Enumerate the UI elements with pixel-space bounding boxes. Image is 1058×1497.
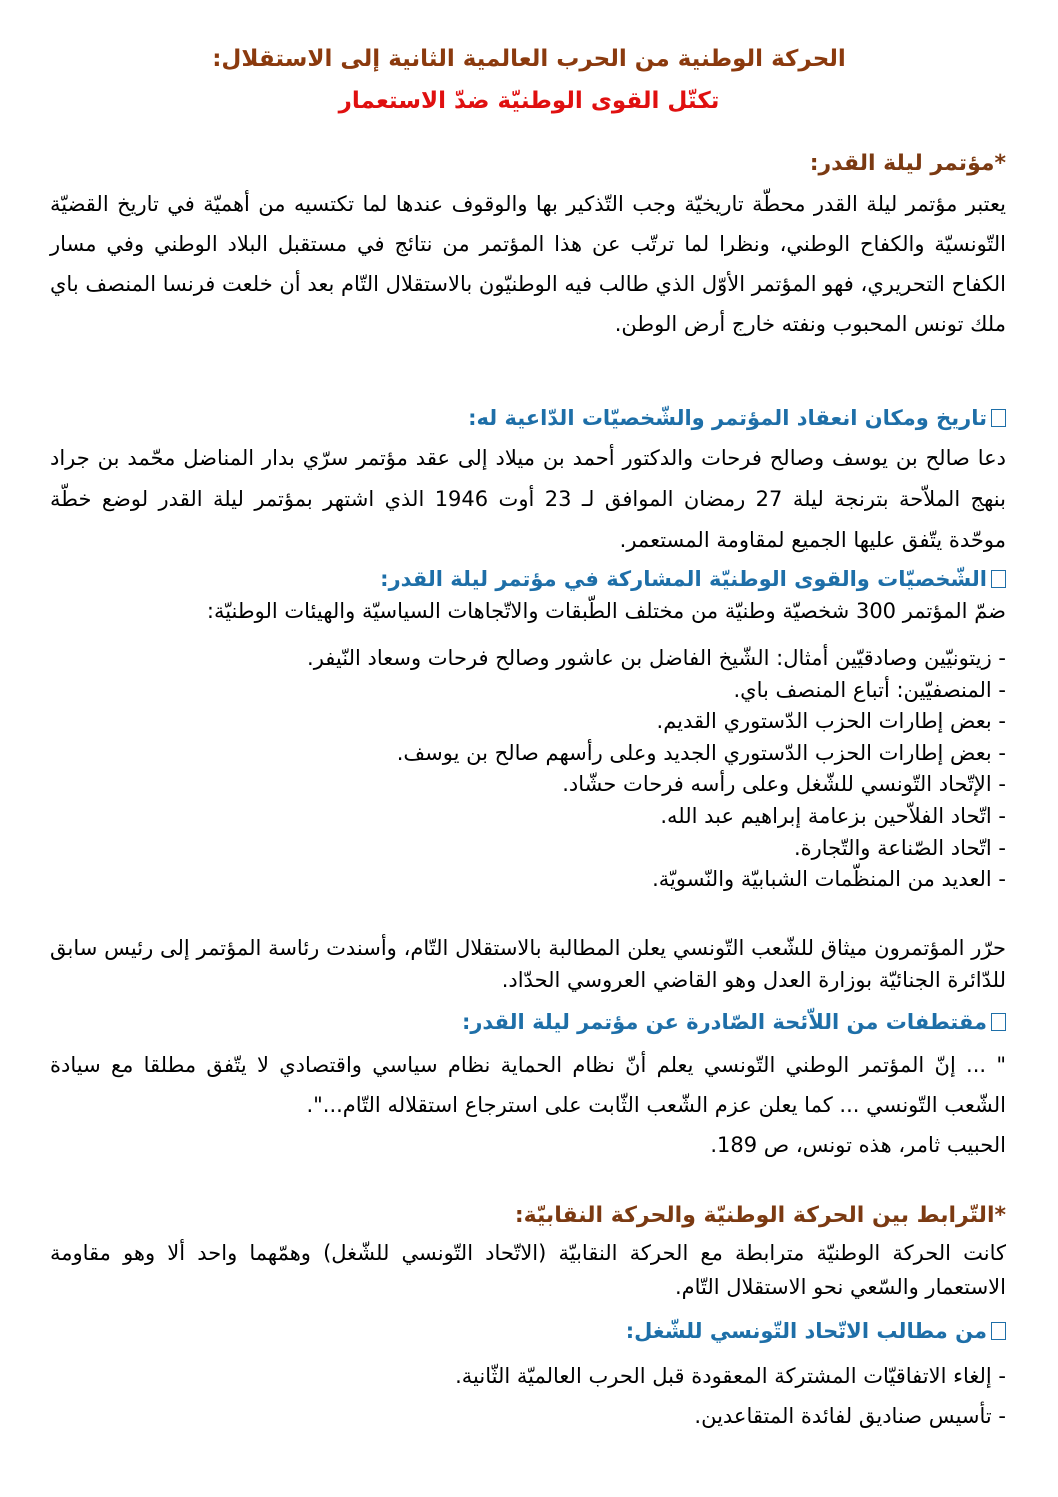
section-resolution-excerpts bbox=[50, 1005, 1006, 1165]
list-item: - تأسيس صناديق لفائدة المتقاعدين. bbox=[694, 1404, 1006, 1428]
section-date-place bbox=[50, 398, 1006, 561]
section-national-union-link bbox=[50, 1196, 1006, 1304]
participants-closing bbox=[50, 932, 1006, 996]
checkbox-icon bbox=[991, 1013, 1006, 1031]
section-heading: تاريخ ومكان انعقاد المؤتمر والشّخصيّات الدّاعية له: bbox=[50, 398, 1006, 438]
page-subtitle: تكتّل القوى الوطنيّة ضدّ الاستعمار bbox=[338, 88, 720, 114]
section-laylat-alqadr bbox=[50, 144, 1006, 344]
section-intro: ضمّ المؤتمر 300 شخصيّة وطنيّة من مختلف الطّبقات والاتّجاهات السياسيّة والهيئات الوطنيّة: bbox=[206, 599, 1006, 623]
section-paragraph: دعا صالح بن يوسف وصالح فرحات والدكتور أحمد بن ميلاد إلى عقد مؤتمر سرّي بدار المناضل محّمد بن جراد بنهج الملاّحة بترنجة ليلة 27 رمضان الموافق لـ 23 أوت 1946 الذي اشتهر بمؤتمر ليلة القدر لوضع خطّة موحّدة يتّفق عليها الجميع لمقاومة المستعمر. bbox=[50, 446, 1006, 552]
section-participants bbox=[50, 563, 1006, 627]
union-demands-list bbox=[50, 1356, 1006, 1436]
page-title: الحركة الوطنية من الحرب العالمية الثانية إلى الاستقلال: bbox=[212, 46, 846, 72]
section-heading: الشّخصيّات والقوى الوطنيّة المشاركة في مؤتمر ليلة القدر: bbox=[50, 563, 1006, 595]
resolution-quote: " ... إنّ المؤتمر الوطني التّونسي يعلم أنّ نظام الحماية نظام سياسي واقتصادي لا يتّفق مطلقا مع سيادة الشّعب التّونسي ... كما يعلن عزم الشّعب الثّابت على استرجاع استقلاله التّام...". bbox=[50, 1053, 1006, 1117]
checkbox-icon bbox=[991, 409, 1006, 427]
list-item: - اتّحاد الصّناعة والتّجارة. bbox=[793, 835, 1006, 860]
section-paragraph: كانت الحركة الوطنيّة مترابطة مع الحركة النقابيّة (الاتّحاد التّونسي للشّغل) وهمّهما واحد ألا وهو مقاومة الاستعمار والسّعي نحو الاستقلال التّام. bbox=[50, 1241, 1006, 1299]
list-item: - المنصفيّين: أتباع المنصف باي. bbox=[733, 677, 1006, 702]
list-item: - الإتّحاد التّونسي للشّغل وعلى رأسه فرحات حشّاد. bbox=[562, 772, 1006, 797]
list-item: - زيتونيّين وصادقيّين أمثال: الشّيخ الفاضل بن عاشور وصالح فرحات وسعاد النّيفر. bbox=[307, 646, 1006, 670]
section-paragraph: حرّر المؤتمرون ميثاق للشّعب التّونسي يعلن المطالبة بالاستقلال التّام، وأسندت رئاسة المؤتمر إلى رئيس سابق للدّائرة الجنائيّة بوزارة العدل وهو القاضي العروسي الحدّاد. bbox=[50, 936, 1006, 992]
list-item: - بعض إطارات الحزب الدّستوري الجديد وعلى رأسهم صالح بن يوسف. bbox=[396, 740, 1006, 765]
list-item: - بعض إطارات الحزب الدّستوري القديم. bbox=[656, 709, 1006, 734]
section-heading: من مطالب الاتّحاد التّونسي للشّغل: bbox=[50, 1314, 1006, 1348]
quote-source: الحبيب ثامر، هذه تونس، ص 189. bbox=[710, 1133, 1006, 1157]
checkbox-icon bbox=[991, 1322, 1006, 1340]
section-heading: *مؤتمر ليلة القدر: bbox=[809, 151, 1006, 176]
section-heading: *التّرابط بين الحركة الوطنيّة والحركة النقابيّة: bbox=[514, 1203, 1006, 1228]
list-item: - العديد من المنظّمات الشبابيّة والنّسويّة. bbox=[652, 867, 1006, 892]
section-union-demands bbox=[50, 1314, 1006, 1348]
list-item: - اتّحاد الفلاّحين بزعامة إبراهيم عبد الله. bbox=[660, 803, 1006, 828]
participants-list bbox=[50, 643, 1006, 896]
list-item: - إلغاء الاتفاقيّات المشتركة المعقودة قبل الحرب العالميّة الثّانية. bbox=[455, 1364, 1006, 1388]
checkbox-icon bbox=[991, 570, 1006, 588]
section-paragraph: يعتبر مؤتمر ليلة القدر محطّة تاريخيّة وجب التّذكير بها والوقوف عندها لما تكتسيه من أهميّة في تاريخ القضيّة التّونسيّة والكفاح الوطني، ونظرا لما ترتّب عن هذا المؤتمر من نتائج في مستقبل البلاد الوطني وفي مسار الكفاح التحريري، فهو المؤتمر الأوّل الذي طالب فيه الوطنيّون بالاستقلال التّام بعد أن خلعت فرنسا المنصف باي ملك تونس المحبوب ونفته خارج أرض الوطن. bbox=[50, 192, 1006, 336]
section-heading: مقتطفات من اللاّئحة الصّادرة عن مؤتمر ليلة القدر: bbox=[50, 1005, 1006, 1039]
